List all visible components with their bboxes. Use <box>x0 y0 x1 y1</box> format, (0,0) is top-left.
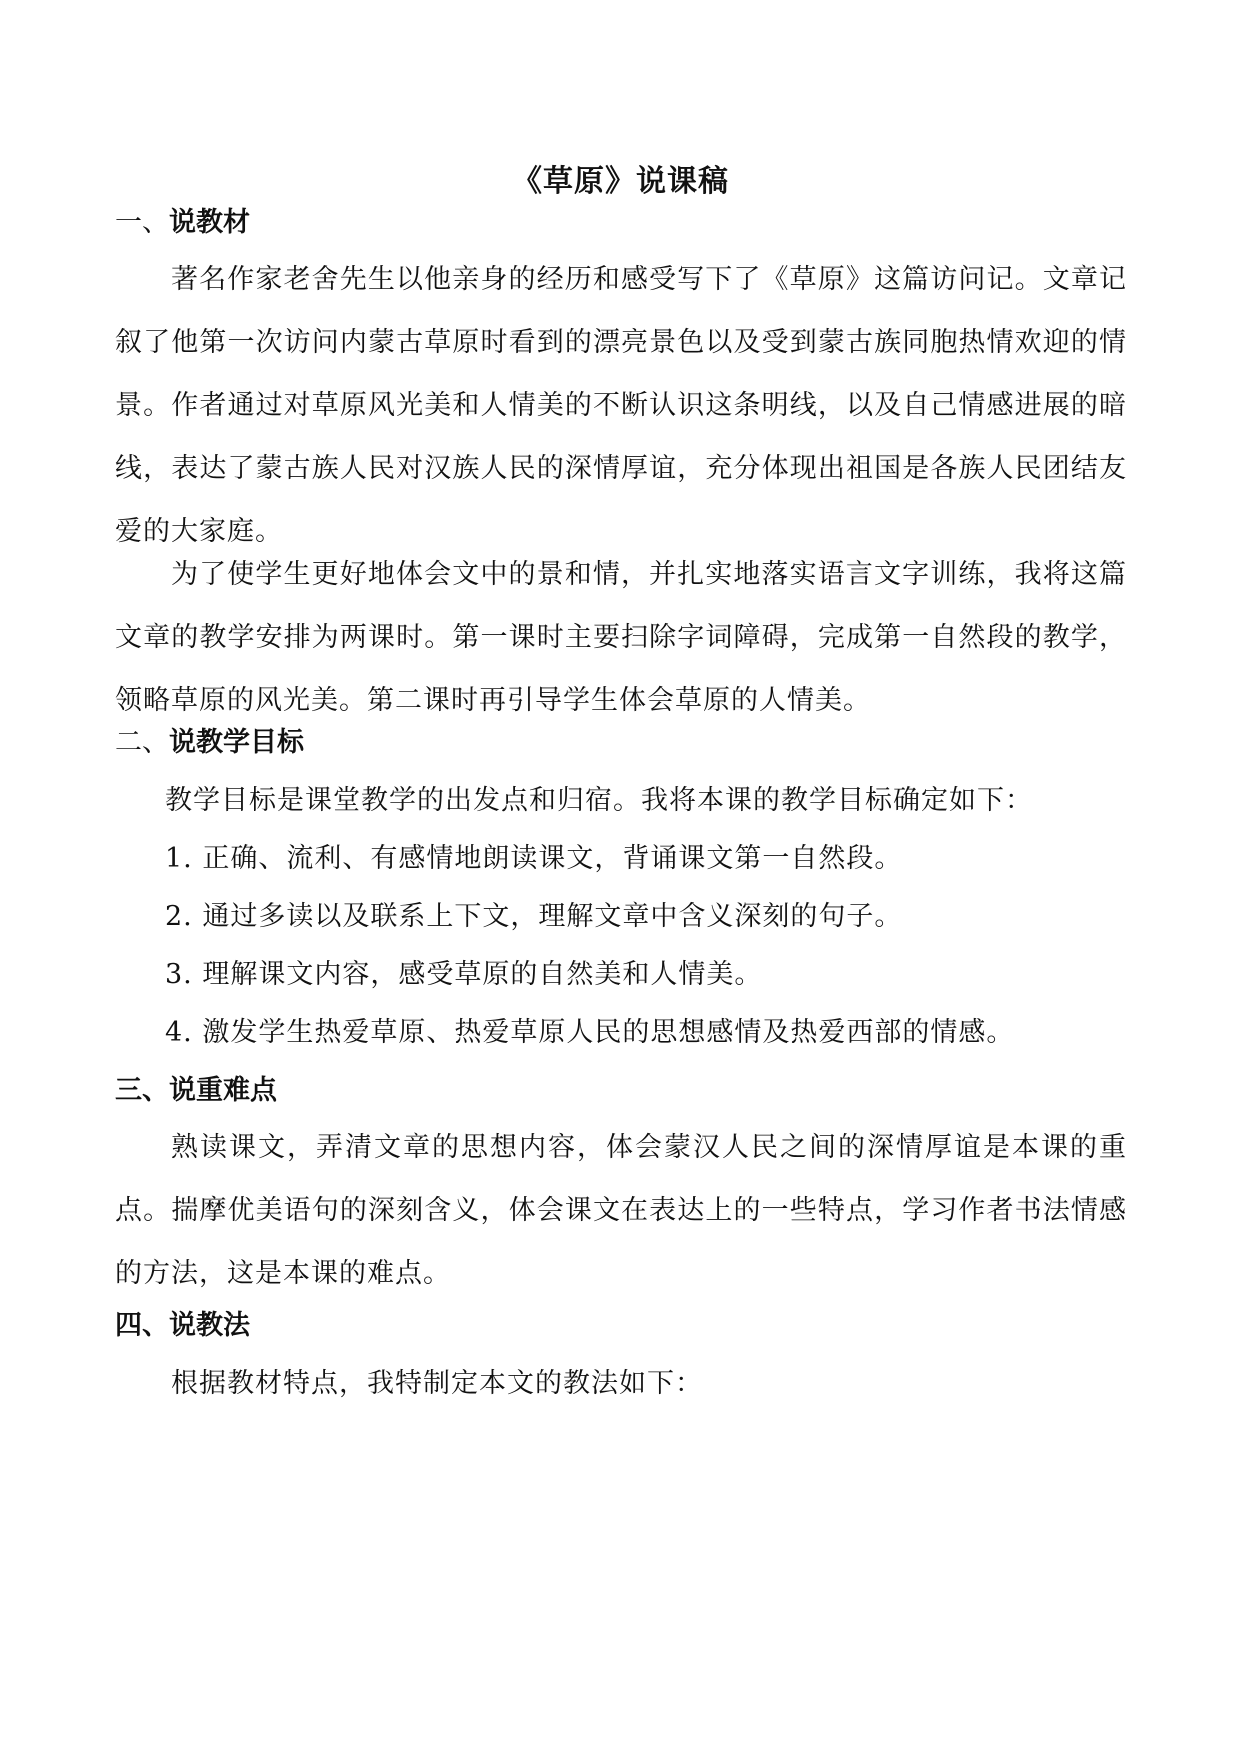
paragraph-material-2: 为了使学生更好地体会文中的景和情，并扎实地落实语言文字训练，我将这篇文章的教学安排为两课时。第一课时主要扫除字词障碍，完成第一自然段的教学，领略草原的风光美。第二课时再引导学生体会草原的人情美。 <box>115 559 1127 716</box>
section-number: 二、 <box>115 727 169 758</box>
section-heading-teaching-methods <box>115 1306 1115 1346</box>
paragraph-key-points: 熟读课文，弄清文章的思想内容，体会蒙汉人民之间的深情厚谊是本课的重点。揣摩优美语句的深刻含义，体会课文在表达上的一些特点，学习作者书法情感的方法，这是本课的难点。 <box>115 1132 1127 1289</box>
goal-item-3: 3. 理解课文内容，感受草原的自然美和人情美。 <box>165 959 763 990</box>
section-heading-key-points <box>115 1071 1115 1111</box>
section-title: 说教学目标 <box>169 727 304 758</box>
section-title: 说重难点 <box>169 1075 277 1106</box>
section-number: 四、 <box>115 1310 169 1341</box>
section-number: 三、 <box>115 1075 169 1106</box>
goal-item-4: 4. 激发学生热爱草原、热爱草原人民的思想感情及热爱西部的情感。 <box>165 1017 1015 1048</box>
section-title: 说教材 <box>169 207 250 238</box>
section-title: 说教法 <box>169 1310 250 1341</box>
document-title: 《草原》说课稿 <box>512 164 729 199</box>
goal-item-1: 1. 正确、流利、有感情地朗读课文，背诵课文第一自然段。 <box>165 843 903 874</box>
goals-intro: 教学目标是课堂教学的出发点和归宿。我将本课的教学目标确定如下： <box>165 785 1033 816</box>
paragraph-methods-intro: 根据教材特点，我特制定本文的教法如下： <box>171 1368 703 1399</box>
section-heading-teaching-goals <box>115 723 1115 763</box>
section-number: 一、 <box>115 207 169 238</box>
goal-item-2: 2. 通过多读以及联系上下文，理解文章中含义深刻的句子。 <box>165 901 903 932</box>
section-heading-teaching-material <box>115 203 1115 243</box>
paragraph-material-1: 著名作家老舍先生以他亲身的经历和感受写下了《草原》这篇访问记。文章记叙了他第一次访问内蒙古草原时看到的漂亮景色以及受到蒙古族同胞热情欢迎的情景。作者通过对草原风光美和人情美的不断认识这条明线，以及自己情感进展的暗线，表达了蒙古族人民对汉族人民的深情厚谊，充分体现出祖国是各族人民团结友爱的大家庭。 <box>115 264 1127 547</box>
